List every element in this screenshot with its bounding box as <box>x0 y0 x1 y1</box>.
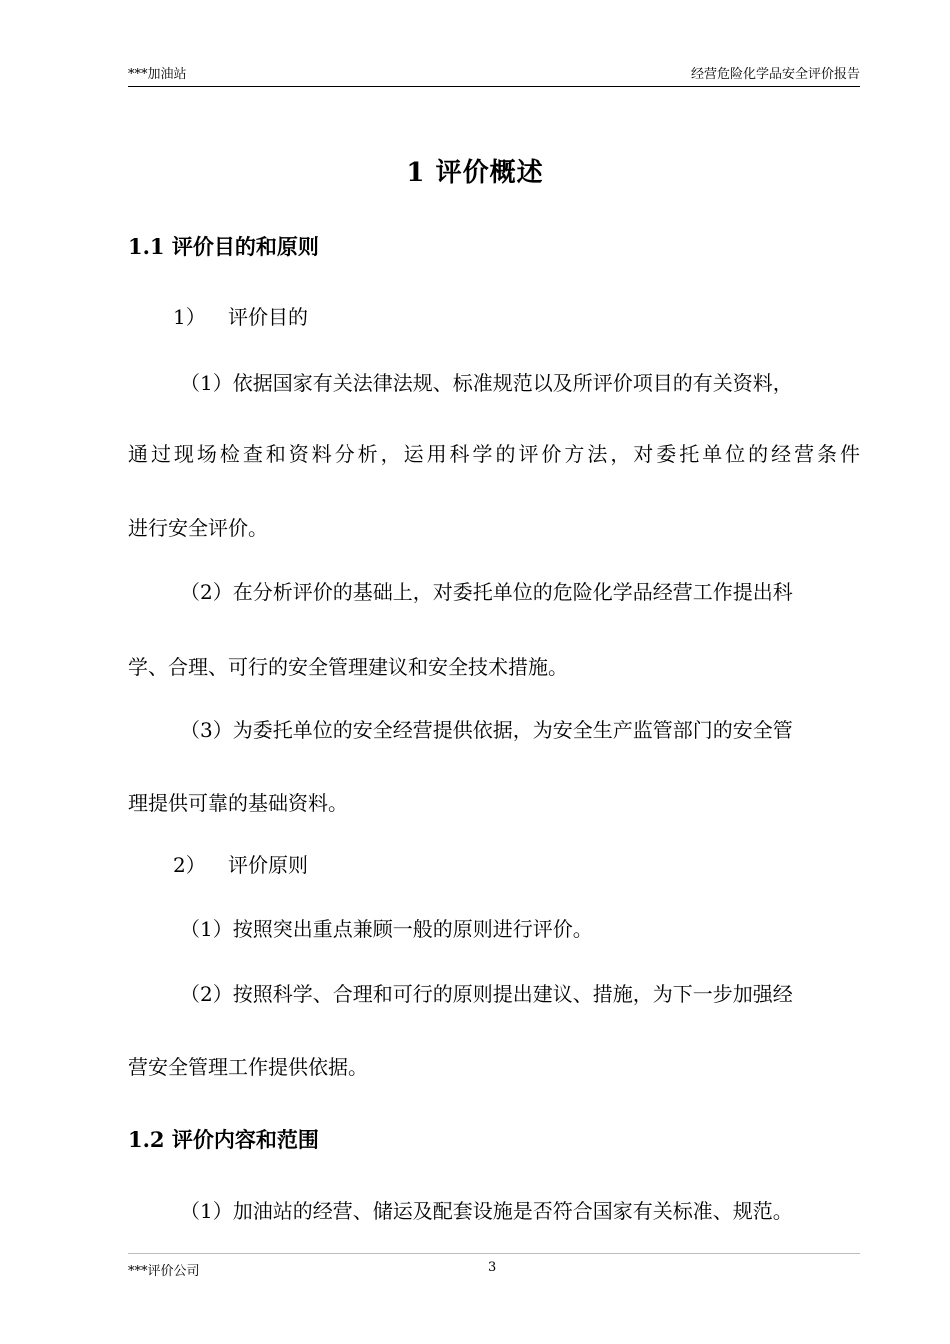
footer-divider <box>128 1253 860 1254</box>
paragraph-line: 学、合理、可行的安全管理建议和安全技术措施。 <box>128 655 568 679</box>
paragraph-line: 通过现场检查和资料分析，运用科学的评价方法，对委托单位的经营条件 <box>128 442 860 466</box>
paragraph-line: 进行安全评价。 <box>128 516 268 540</box>
subheading-evaluation-principles <box>173 850 860 880</box>
subheading-label: 评价目的 <box>228 305 308 329</box>
paragraph-line: （2）在分析评价的基础上，对委托单位的危险化学品经营工作提出科 <box>180 580 793 604</box>
paragraph-line: 理提供可靠的基础资料。 <box>128 791 348 815</box>
paragraph-line: （1）加油站的经营、储运及配套设施是否符合国家有关标准、规范。 <box>180 1199 793 1223</box>
page-number: 3 <box>488 1260 497 1275</box>
header-left-text: ***加油站 <box>128 67 187 82</box>
subheading-label: 评价原则 <box>228 853 308 877</box>
footer-company: ***评价公司 <box>128 1264 200 1279</box>
paragraph-line: （1）按照突出重点兼顾一般的原则进行评价。 <box>180 917 593 941</box>
header-right-text: 经营危险化学品安全评价报告 <box>690 67 860 82</box>
section-heading-1-2: 1.2 评价内容和范围 <box>128 1127 319 1152</box>
subheading-number: 2） <box>173 853 206 877</box>
paragraph-line: （2）按照科学、合理和可行的原则提出建议、措施，为下一步加强经 <box>180 982 793 1006</box>
section-heading-1-1: 1.1 评价目的和原则 <box>128 234 319 259</box>
page-header <box>128 64 860 87</box>
paragraph-line: （1）依据国家有关法律法规、标准规范以及所评价项目的有关资料， <box>180 371 793 395</box>
paragraph-line: 营安全管理工作提供依据。 <box>128 1055 368 1079</box>
subheading-evaluation-purpose <box>173 302 860 332</box>
subheading-number: 1） <box>173 305 206 329</box>
paragraph-line: （3）为委托单位的安全经营提供依据，为安全生产监管部门的安全管 <box>180 718 793 742</box>
chapter-title: 1 评价概述 <box>406 158 544 188</box>
